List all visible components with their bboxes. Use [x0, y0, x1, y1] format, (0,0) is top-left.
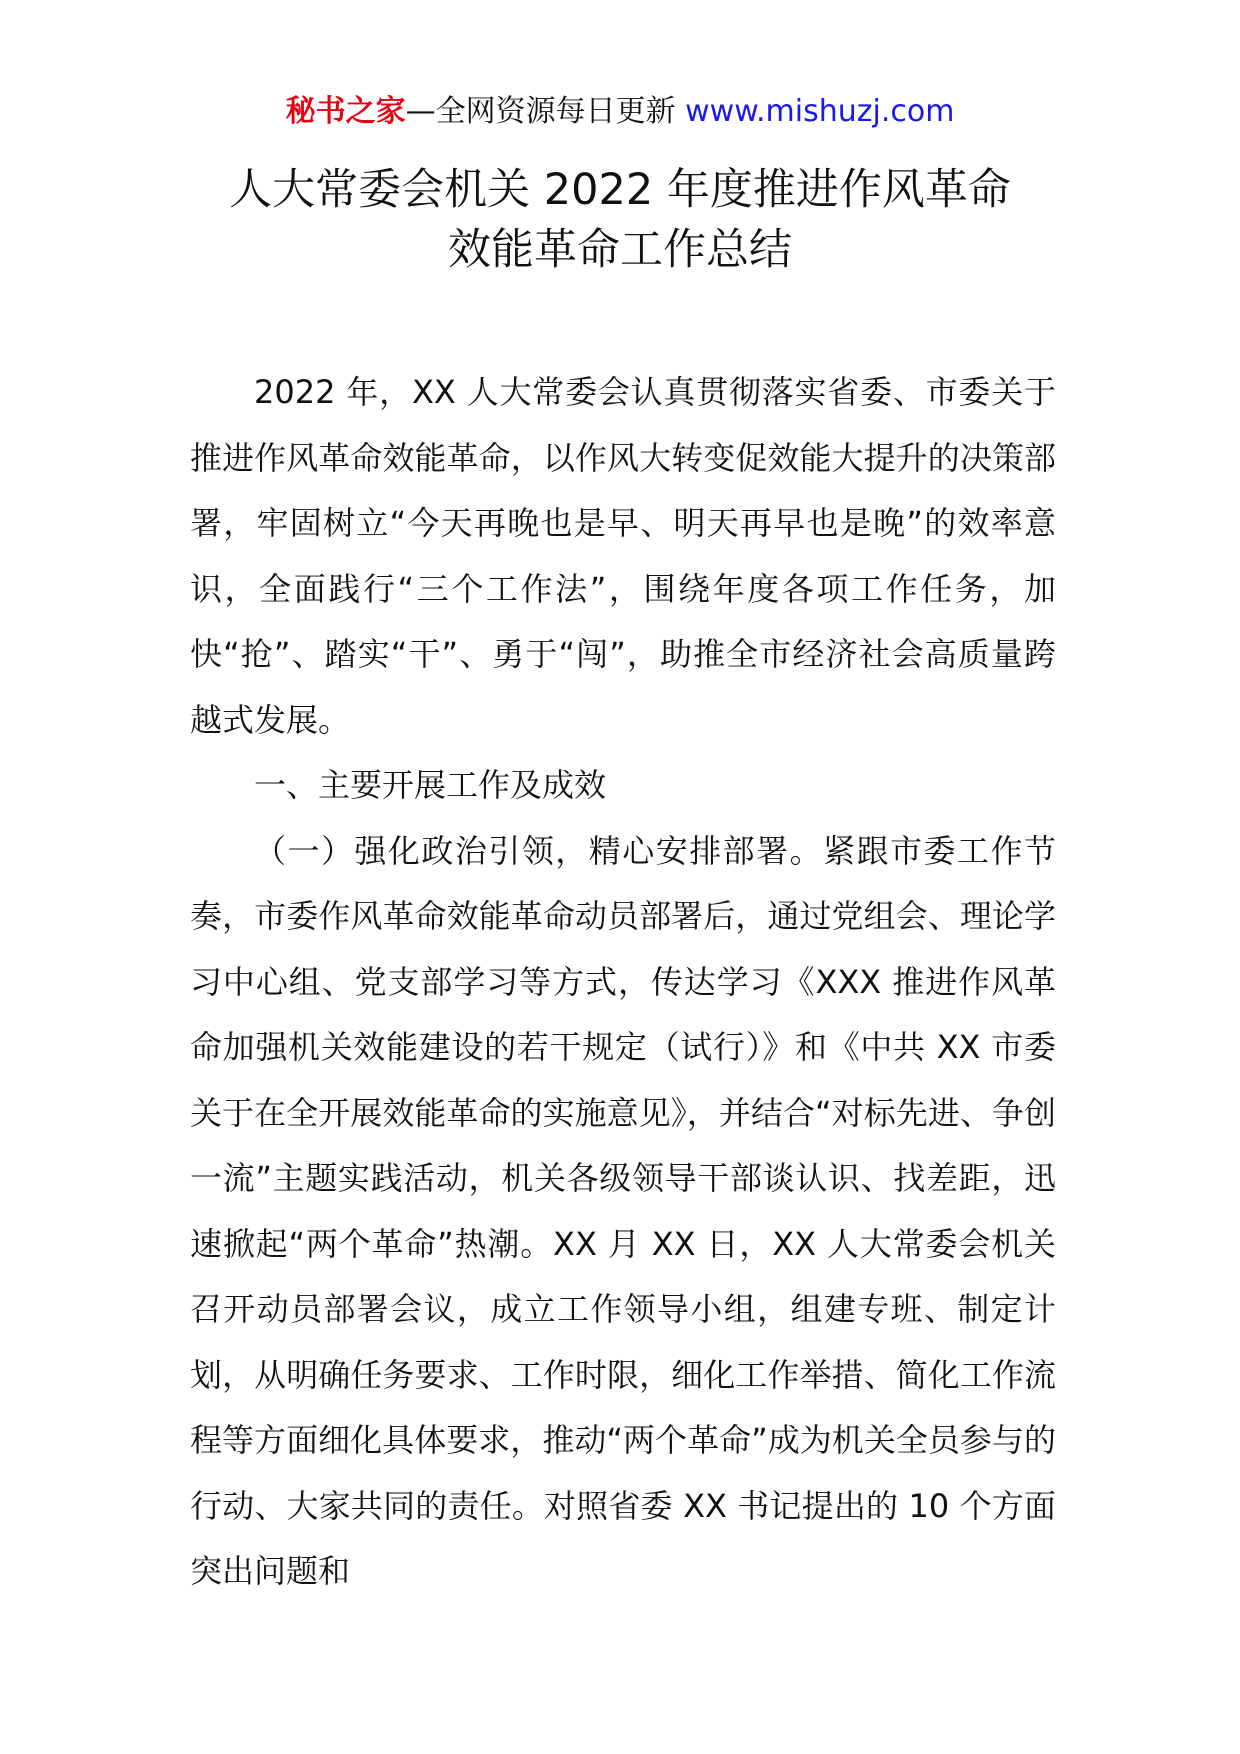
document-title	[0, 160, 1240, 280]
title-line-1: 人大常委会机关 2022 年度推进作风革命	[229, 165, 1011, 215]
brand-name: 秘书之家	[285, 94, 406, 129]
section-heading: 一、主要开展工作及成效	[254, 766, 607, 804]
title-line-2: 效能革命工作总结	[448, 225, 792, 275]
intro-paragraph: 2022 年，XX 人大常委会认真贯彻落实省委、市委关于推进作风革命效能革命，以作风大转变促效能大提升的决策部署，牢固树立“今天再晚也是早、明天再早也是晚”的效率意识，全面践行“三个工作法”，围绕年度各项工作任务，加快“抢”、踏实“干”、勇于“闯”，助推全市经济社会高质量跨越式发展。	[190, 373, 1056, 739]
header-slogan: —全网资源每日更新	[405, 94, 676, 129]
body-paragraph: （一）强化政治引领，精心安排部署。紧跟市委工作节奏，市委作风革命效能革命动员部署后，通过党组会、理论学习中心组、党支部学习等方式，传达学习《XXX 推进作风革命加强机关效能建设的若干规定（试行）》和《中共 XX 市委关于在全开展效能革命的实施意见》，并结合“对标先进、争创一流”主题实践活动，机关各级领导干部谈认识、找差距，迅速掀起“两个革命”热潮。XX 月 XX 日，XX 人大常委会机关召开动员部署会议，成立工作领导小组，组建专班、制定计划，从明确任务要求、工作时限，细化工作举措、简化工作流程等方面细化具体要求，推动“两个革命”成为机关全员参与的行动、大家共同的责任。对照省委 XX 书记提出的 10 个方面突出问题和	[190, 831, 1056, 1590]
site-url-link[interactable]: www.mishuzj.com	[685, 94, 955, 129]
site-header	[0, 92, 1240, 132]
document-body	[190, 360, 1056, 1605]
